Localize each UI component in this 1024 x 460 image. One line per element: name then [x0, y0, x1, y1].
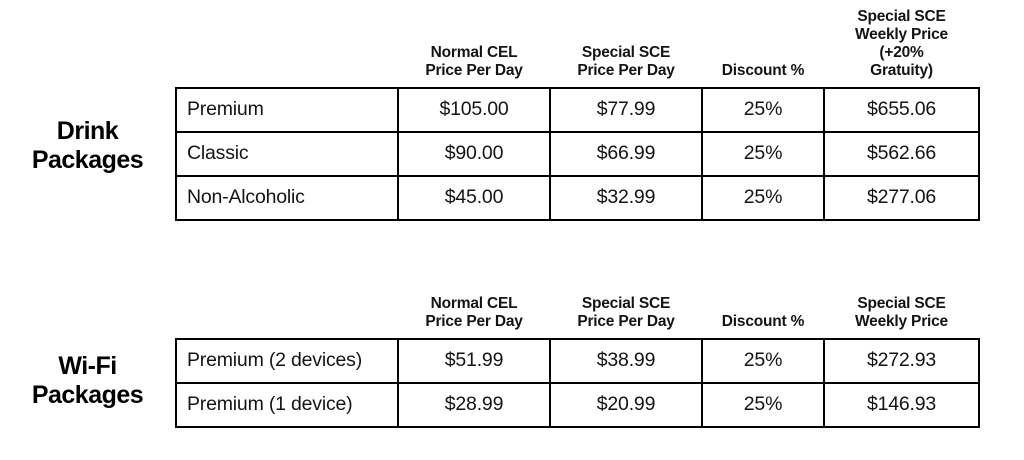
table-row: [176, 339, 979, 383]
drink-packages-label: [0, 117, 175, 221]
drink-packages-label-line-1: Drink: [56, 117, 119, 146]
drink-packages-block: [0, 8, 980, 221]
wifi-table-header: [176, 295, 979, 339]
cell-special-price: $38.99: [550, 339, 702, 383]
cell-normal-price: $28.99: [398, 383, 550, 427]
cell-weekly-price: $146.93: [824, 383, 979, 427]
cell-discount: 25%: [702, 176, 824, 220]
drink-packages-table: [175, 8, 980, 221]
cell-package-name: Premium (1 device): [176, 383, 398, 427]
wifi-packages-table: [175, 295, 980, 428]
cell-discount: 25%: [702, 88, 824, 132]
cell-weekly-price: $272.93: [824, 339, 979, 383]
header-row: [176, 295, 979, 339]
table-row: [176, 132, 979, 176]
table-row: [176, 88, 979, 132]
cell-normal-price: $51.99: [398, 339, 550, 383]
cell-package-name: Premium (2 devices): [176, 339, 398, 383]
wifi-table-body: [176, 339, 979, 427]
cell-discount: 25%: [702, 383, 824, 427]
wifi-packages-label-line-2: Packages: [31, 381, 144, 410]
cell-package-name: Premium: [176, 88, 398, 132]
cell-package-name: Non-Alcoholic: [176, 176, 398, 220]
column-header-special-price: Special SCE Price Per Day: [577, 43, 675, 79]
column-header-weekly-price: Special SCE Weekly Price: [855, 295, 948, 330]
cell-normal-price: $105.00: [398, 88, 550, 132]
cell-normal-price: $90.00: [398, 132, 550, 176]
cell-special-price: $32.99: [550, 176, 702, 220]
cell-special-price: $77.99: [550, 88, 702, 132]
column-header-normal-price: Normal CEL Price Per Day: [425, 43, 523, 79]
column-header-discount: Discount %: [721, 312, 805, 330]
cell-package-name: Classic: [176, 132, 398, 176]
cell-special-price: $66.99: [550, 132, 702, 176]
column-header-discount: Discount %: [721, 61, 805, 79]
wifi-packages-block: [0, 295, 980, 428]
table-row: [176, 383, 979, 427]
header-row: [176, 8, 979, 88]
wifi-packages-label-line-1: Wi-Fi: [58, 352, 117, 381]
cell-special-price: $20.99: [550, 383, 702, 427]
cell-discount: 25%: [702, 132, 824, 176]
column-header-special-price: Special SCE Price Per Day: [577, 295, 675, 330]
drink-packages-label-line-2: Packages: [31, 146, 144, 175]
cell-weekly-price: $277.06: [824, 176, 979, 220]
column-header-package: [176, 8, 398, 88]
column-header-normal-price: Normal CEL Price Per Day: [425, 295, 523, 330]
cell-weekly-price: $655.06: [824, 88, 979, 132]
drink-table-body: [176, 88, 979, 220]
column-header-weekly-price: Special SCE Weekly Price (+20% Gratuity): [855, 8, 948, 79]
wifi-packages-label: [0, 352, 175, 428]
cell-weekly-price: $562.66: [824, 132, 979, 176]
cell-normal-price: $45.00: [398, 176, 550, 220]
drink-table-header: [176, 8, 979, 88]
cell-discount: 25%: [702, 339, 824, 383]
table-row: [176, 176, 979, 220]
column-header-package: [176, 295, 398, 339]
